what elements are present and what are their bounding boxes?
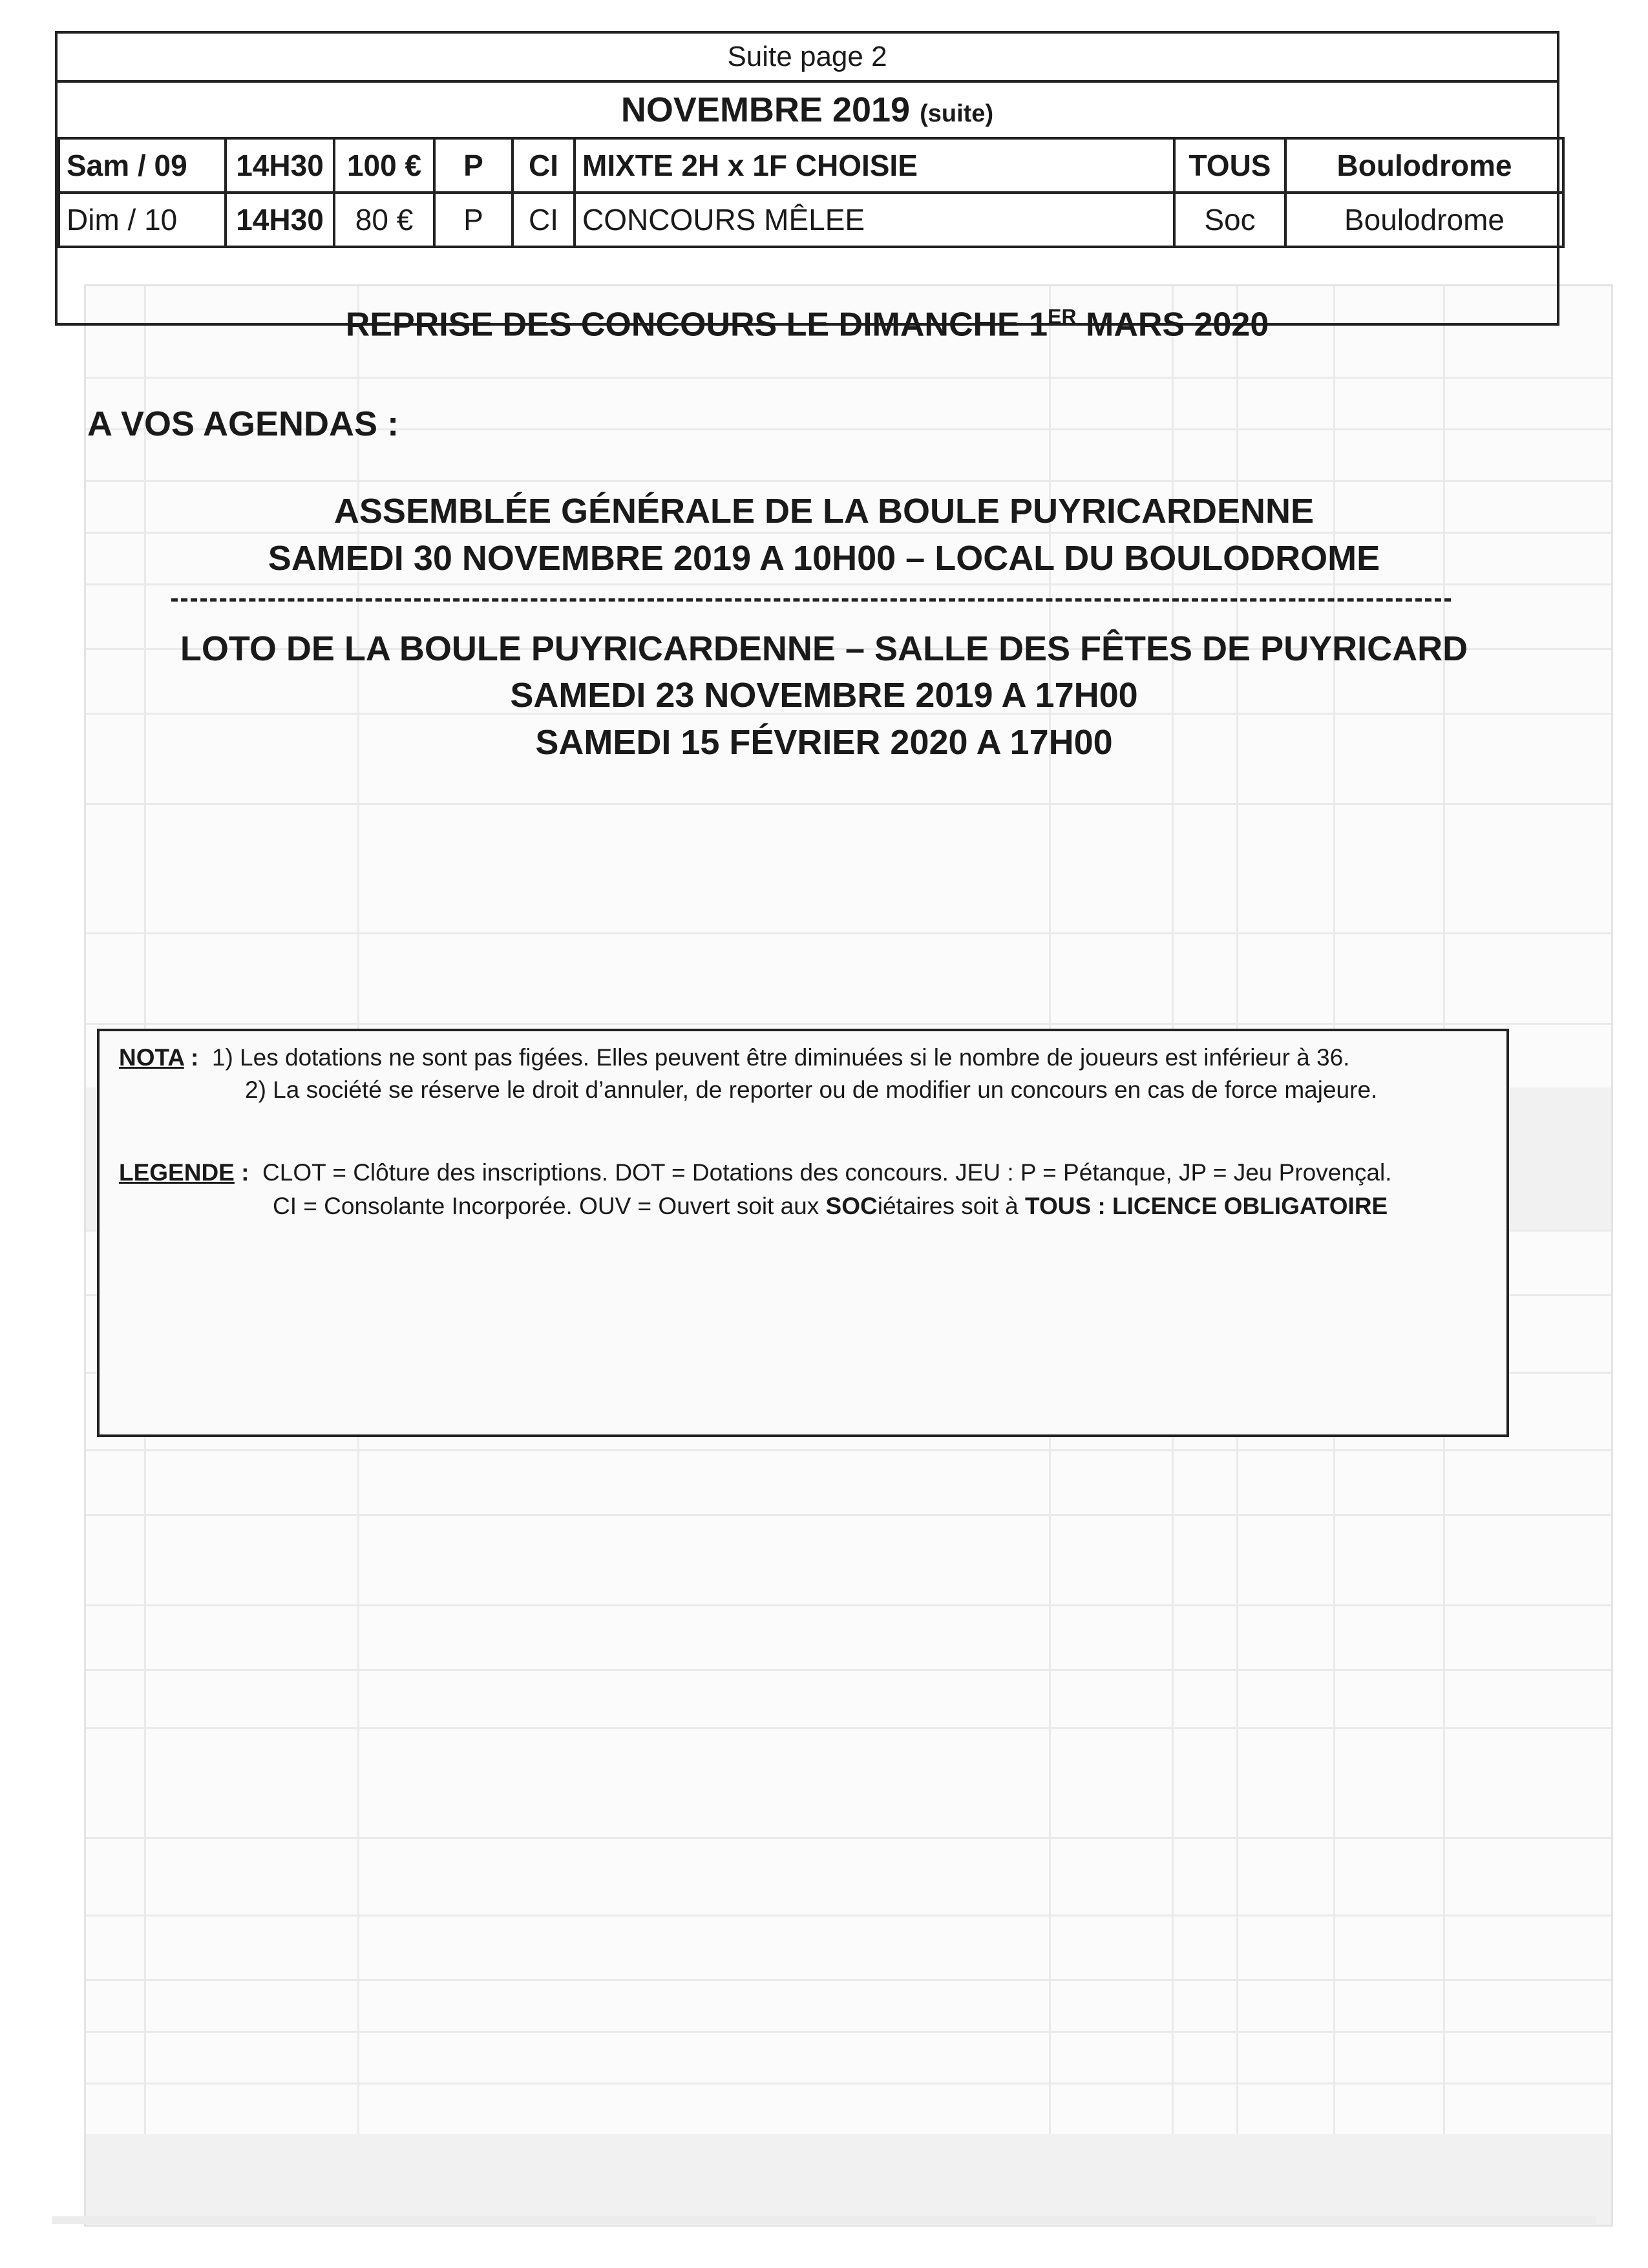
legende-sep: : [234,1159,249,1186]
reprise-text: REPRISE DES CONCOURS LE DIMANCHE 1 [345,306,1048,344]
cell-heure: 14H30 [226,193,334,247]
cell-date: Sam / 09 [59,138,226,193]
loto-line-2: SAMEDI 23 NOVEMBRE 2019 A 17H00 [510,676,1138,715]
suite-page-label: Suite page 2 [58,34,1557,83]
legende-text-2a: CI = Consolante Incorporée. OUV = Ouvert soit aux [273,1193,826,1219]
cell-ci: CI [512,193,575,247]
november-schedule-frame [55,31,1559,344]
dashed-divider [171,598,1451,602]
legende-tous: TOUS : LICENCE OBLIGATOIRE [1025,1193,1388,1219]
cell-lieu: Boulodrome [1285,138,1563,193]
cell-heure: 14H30 [226,138,334,193]
legende-text-1: CLOT = Clôture des inscriptions. DOT = Dotations des concours. JEU : P = Pétanque, JP = Jeu Provençal. [262,1159,1392,1186]
nota-legende-box [97,1029,1509,1437]
cell-ci: CI [512,138,575,193]
reprise-sup: ER [1048,305,1077,328]
cell-lieu: Boulodrome [1285,193,1563,247]
table-row [59,193,1563,247]
nota-label: NOTA [119,1044,184,1071]
cell-jeu: P [434,193,512,247]
reprise-notice [58,299,1557,344]
table-row [59,138,1563,193]
cell-qui: TOUS [1174,138,1285,193]
loto-line-1: LOTO DE LA BOULE PUYRICARDENNE – SALLE DES FÊTES DE PUYRICARD [180,629,1468,668]
scan-bottom-strip [52,2216,1596,2224]
cell-qui: Soc [1174,193,1285,247]
legende-line-2 [273,1193,1388,1220]
cell-dotation: 80 € [334,193,434,247]
cell-jeu: P [434,138,512,193]
legende-label: LEGENDE [119,1159,235,1186]
assemblee-line-2: SAMEDI 30 NOVEMBRE 2019 A 10H00 – LOCAL DU BOULODROME [268,539,1380,578]
cell-concours: MIXTE 2H x 1F CHOISIE [575,138,1174,193]
month-title [58,83,1557,137]
reprise-tail: MARS 2020 [1076,306,1269,344]
assemblee-line-1: ASSEMBLÉE GÉNÉRALE DE LA BOULE PUYRICARDENNE [333,492,1315,530]
legende-text-2b: iétaires soit à [877,1193,1026,1219]
legende-line-1 [119,1159,1391,1186]
cell-date: Dim / 10 [59,193,226,247]
nota-line-1 [119,1044,1349,1071]
november-schedule-table [58,137,1565,248]
agendas-title: A VOS AGENDAS : [87,404,399,443]
nota-item-1: 1) Les dotations ne sont pas figées. Elles peuvent être diminuées si le nombre de joueurs est inférieur à 36. [211,1044,1350,1071]
month-title-suffix: (suite) [920,100,994,127]
cell-dotation: 100 € [334,138,434,193]
loto-line-3: SAMEDI 15 FÉVRIER 2020 A 17H00 [535,723,1113,762]
month-title-text: NOVEMBRE 2019 [620,90,911,129]
nota-sep: : [184,1044,199,1071]
nota-item-2: 2) La société se réserve le droit d’annuler, de reporter ou de modifier un concours en cas de force majeure. [245,1076,1378,1103]
legende-soc: SOC [825,1193,878,1219]
cell-concours: CONCOURS MÊLEE [575,193,1174,247]
